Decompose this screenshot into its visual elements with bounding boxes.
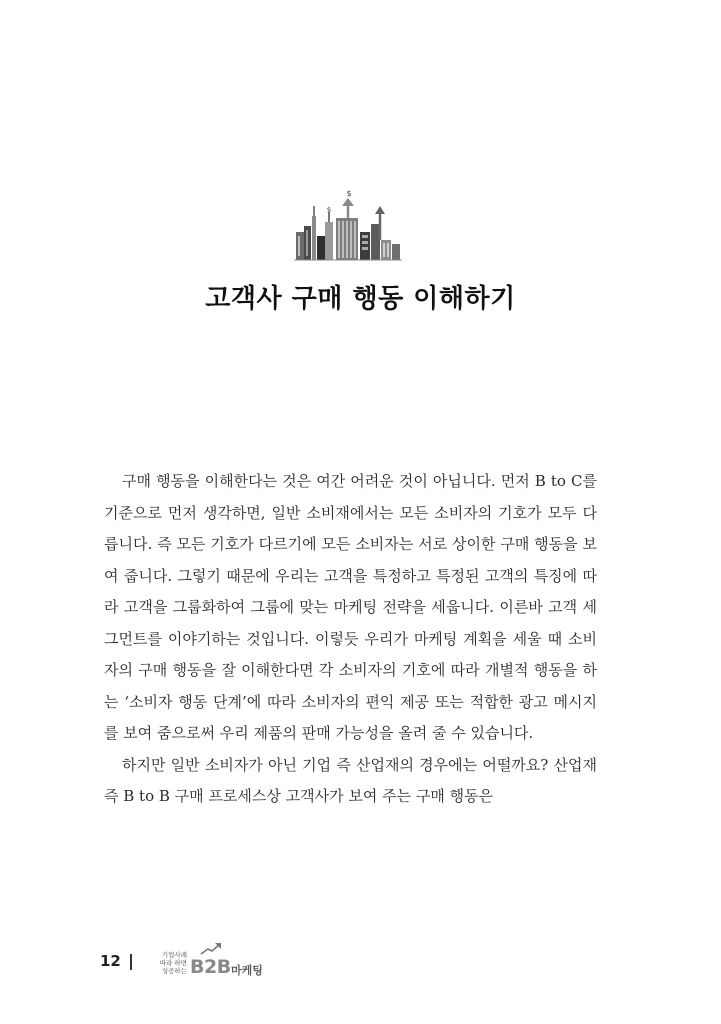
chapter-title: 고객사 구매 행동 이해하기 — [205, 284, 516, 314]
logo-tagline-line: 기업사례 — [161, 951, 187, 959]
logo-tagline — [147, 951, 187, 975]
logo-word: 마케팅 — [231, 964, 263, 977]
page-footer — [100, 938, 300, 984]
book-logo — [147, 942, 317, 984]
svg-text:$: $ — [326, 206, 332, 214]
paragraph: 하지만 일반 소비자가 아닌 기업 즉 산업재의 경우에는 어떨까요? 산업재 즉 B to B 구매 프로세스상 고객사가 보여 주는 구매 행동은 — [104, 755, 597, 805]
city-skyline-growth-icon — [292, 188, 404, 264]
trend-arrow-icon — [199, 942, 223, 956]
logo-tagline-line: 따라 하면 — [159, 959, 187, 967]
page-number: 12 — [100, 952, 121, 970]
body-text — [104, 466, 597, 813]
paragraph: 구매 행동을 이해한다는 것은 여간 어려운 것이 아닙니다. 먼저 B to C를 기준으로 먼저 생각하면, 일반 소비재에서는 모든 소비자의 기호가 모두 다릅니다. 즉 모든 기호가 다르기에 모든 소비자는 서로 상이한 구매 행동을 보여 줍니다. 그렇기 때문에 우리는 고객을 특정하고 특정된 고객의 특징에 따라 고객을 그룹화하여 그룹에 맞는 마케팅 전략을 세웁니다. 이른바 고객 세그먼트를 이야기하는 것입니다. 이렇듯 우리가 마케팅 계획을 세울 때 소비자의 구매 행동을 잘 이해한다면 각 소비자의 기호에 따라 개별적 행동을 하는 ‘소비자 행동 단계’에 따라 소비자의 편익 제공 또는 적합한 광고 메시지를 보여 줌으로써 우리 제품의 판매 가능성을 올려 줄 수 있습니다. — [104, 472, 597, 742]
logo-mark: B2B — [190, 956, 231, 978]
footer-divider — [130, 954, 132, 970]
logo-tagline-line: 성공하는 — [161, 967, 187, 975]
svg-text:$: $ — [346, 189, 352, 198]
